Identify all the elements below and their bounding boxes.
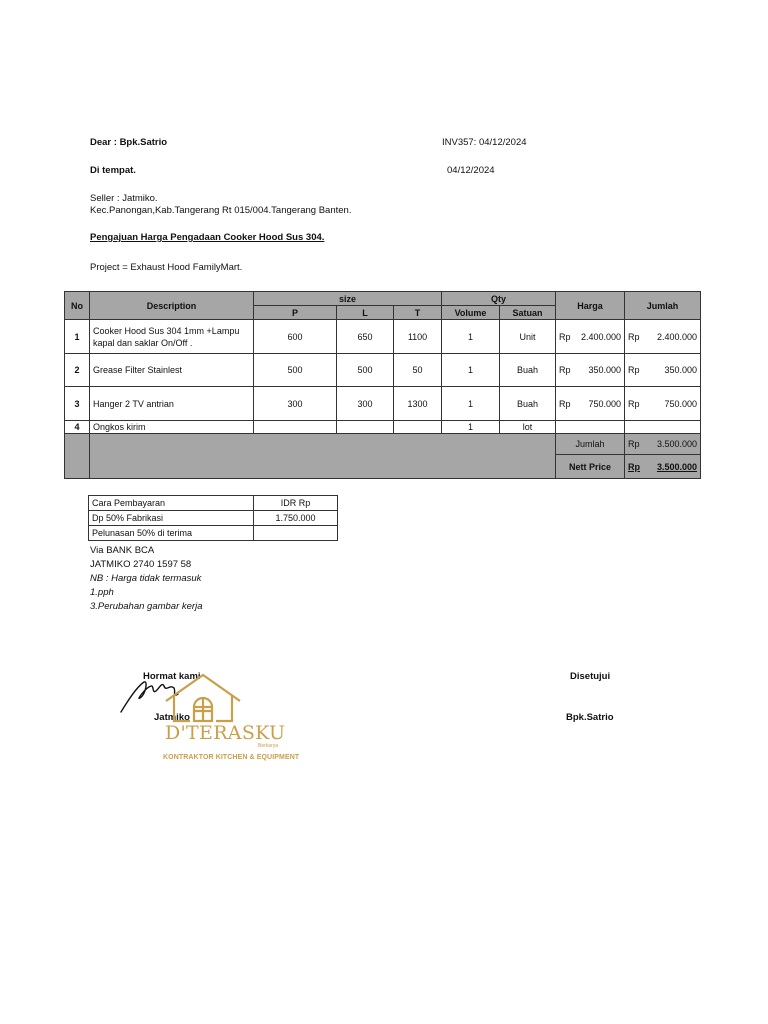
- di-tempat: Di tempat.: [90, 165, 136, 176]
- col-l: L: [337, 306, 394, 320]
- col-no: No: [65, 292, 90, 320]
- house-logo-icon: [160, 673, 246, 725]
- payment-row-value: 1.750.000: [254, 511, 338, 526]
- signer-name: Jatmiko: [154, 712, 190, 723]
- note-2: 3.Perubahan gambar kerja: [90, 601, 203, 612]
- row-satuan: Buah: [500, 387, 556, 421]
- seller-address: Kec.Panongan,Kab.Tangerang Rt 015/004.Tangerang Banten.: [90, 205, 352, 216]
- row-p: 500: [254, 354, 337, 387]
- note-1: 1.pph: [90, 587, 114, 598]
- subject: Pengajuan Harga Pengadaan Cooker Hood Sus 304.: [90, 232, 325, 243]
- row-description: Grease Filter Stainlest: [90, 354, 254, 387]
- approver-name: Bpk.Satrio: [566, 712, 614, 723]
- row-jumlah: Rp 750.000: [625, 387, 701, 421]
- table-row: [65, 387, 701, 421]
- row-harga: Rp 2.400.000: [556, 320, 625, 354]
- col-size: size: [254, 292, 442, 306]
- row-l: 300: [337, 387, 394, 421]
- row-volume: 1: [442, 387, 500, 421]
- row-jumlah: Rp 2.400.000: [625, 320, 701, 354]
- payment-header-left: Cara Pembayaran: [89, 496, 254, 511]
- bank: Via BANK BCA: [90, 545, 155, 556]
- payment-row-label: Dp 50% Fabrikasi: [89, 511, 254, 526]
- total-filler: [90, 434, 556, 479]
- row-description: Hanger 2 TV antrian: [90, 387, 254, 421]
- account: JATMIKO 2740 1597 58: [90, 559, 192, 570]
- note: NB : Harga tidak termasuk: [90, 573, 202, 584]
- col-volume: Volume: [442, 306, 500, 320]
- invoice-date: 04/12/2024: [447, 165, 495, 176]
- row-p: 300: [254, 387, 337, 421]
- row-satuan: Unit: [500, 320, 556, 354]
- table-row: [65, 354, 701, 387]
- row-description: Cooker Hood Sus 304 1mm +Lampu kapal dan saklar On/Off .: [90, 320, 254, 354]
- col-description: Description: [90, 292, 254, 320]
- row-t: 1100: [394, 320, 442, 354]
- row-l: 650: [337, 320, 394, 354]
- row-satuan: Buah: [500, 354, 556, 387]
- seller: Seller : Jatmiko.: [90, 193, 158, 204]
- project: Project = Exhaust Hood FamilyMart.: [90, 262, 243, 273]
- row-p: 600: [254, 320, 337, 354]
- col-qty: Qty: [442, 292, 556, 306]
- row-p: [254, 421, 337, 434]
- row-l: [337, 421, 394, 434]
- row-jumlah: [625, 421, 701, 434]
- row-t: 50: [394, 354, 442, 387]
- row-volume: 1: [442, 421, 500, 434]
- row-harga: [556, 421, 625, 434]
- row-volume: 1: [442, 354, 500, 387]
- nett-label: Nett Price: [556, 455, 625, 479]
- disetujui: Disetujui: [570, 671, 611, 682]
- col-t: T: [394, 306, 442, 320]
- table-row: [65, 320, 701, 354]
- row-satuan: lot: [500, 421, 556, 434]
- row-no: 4: [65, 421, 90, 434]
- col-harga: Harga: [556, 292, 625, 320]
- row-jumlah: Rp 350.000: [625, 354, 701, 387]
- invoice-number: INV357: 04/12/2024: [442, 137, 527, 148]
- brand-sub: Berkarya: [258, 743, 279, 749]
- col-satuan: Satuan: [500, 306, 556, 320]
- col-jumlah: Jumlah: [625, 292, 701, 320]
- payment-table: [88, 495, 338, 541]
- table-row: [65, 421, 701, 434]
- col-p: P: [254, 306, 337, 320]
- row-no: 3: [65, 387, 90, 421]
- payment-row-label: Pelunasan 50% di terima: [89, 526, 254, 541]
- row-l: 500: [337, 354, 394, 387]
- row-harga: Rp 350.000: [556, 354, 625, 387]
- row-description: Ongkos kirim: [90, 421, 254, 434]
- total-row: [65, 434, 701, 455]
- total-filler-no: [65, 434, 90, 479]
- total-label: Jumlah: [556, 434, 625, 455]
- invoice-table: [64, 291, 701, 479]
- payment-row-value: [254, 526, 338, 541]
- recipient: Dear : Bpk.Satrio: [90, 137, 168, 148]
- row-harga: Rp 750.000: [556, 387, 625, 421]
- total-value: Rp 3.500.000: [625, 434, 701, 455]
- row-t: 1300: [394, 387, 442, 421]
- brand-tagline: KONTRAKTOR KITCHEN & EQUIPMENT: [163, 754, 300, 761]
- row-no: 1: [65, 320, 90, 354]
- payment-header-right: IDR Rp: [254, 496, 338, 511]
- nett-value: Rp 3.500.000: [625, 455, 701, 479]
- row-t: [394, 421, 442, 434]
- row-no: 2: [65, 354, 90, 387]
- row-volume: 1: [442, 320, 500, 354]
- hormat-kami: Hormat kami: [143, 671, 201, 682]
- brand-name: D'TERASKU: [165, 722, 286, 744]
